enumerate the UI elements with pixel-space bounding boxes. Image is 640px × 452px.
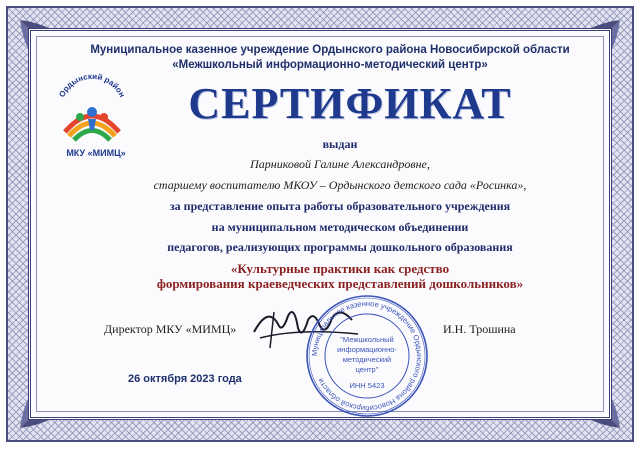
- stamp-center-line-4: центр": [355, 365, 379, 374]
- logo-arc-text: Ордынский район: [57, 71, 127, 99]
- signer-name: И.Н. Трошина: [443, 322, 516, 336]
- theme-line-2: формирования краеведческих представлений дошкольников»: [156, 276, 524, 291]
- certificate-date: 26 октября 2023 года: [128, 373, 242, 385]
- official-stamp: [303, 292, 431, 420]
- stamp-center-line-3: методический: [342, 355, 392, 364]
- organization-subtitle: «Межшкольный информационно-методический центр»: [172, 59, 488, 71]
- recipient-position: старшему воспитателю МКОУ – Ордынского детского сада «Росинка»,: [153, 178, 527, 192]
- logo-caption: МКУ «МИМЦ»: [66, 148, 126, 158]
- certificate-title: СЕРТИФИКАТ: [188, 79, 512, 128]
- stamp-center-line-2: информационно-: [337, 345, 397, 354]
- director-label: Директор МКУ «МИМЦ»: [104, 322, 237, 336]
- theme-line-1: «Культурные практики как средство: [230, 261, 450, 276]
- organization-name: Муниципальное казенное учреждение Ордынского района Новосибирской области: [90, 44, 570, 56]
- reason-line-2: на муниципальном методическом объединении: [211, 220, 469, 234]
- issued-label: выдан: [322, 137, 358, 151]
- reason-line-1: за представление опыта работы образовательного учреждения: [169, 199, 511, 213]
- stamp-center-line-1: "Межшкольный: [340, 335, 394, 344]
- recipient-name: Парниковой Галине Александровне,: [250, 157, 430, 171]
- stamp-outer-text: Муниципальное казенное учреждение Ордынского района Новосибирской области: [309, 298, 425, 414]
- reason-line-3: педагогов, реализующих программы дошкольного образования: [167, 240, 513, 254]
- stamp-inn: ИНН 5423: [349, 381, 385, 390]
